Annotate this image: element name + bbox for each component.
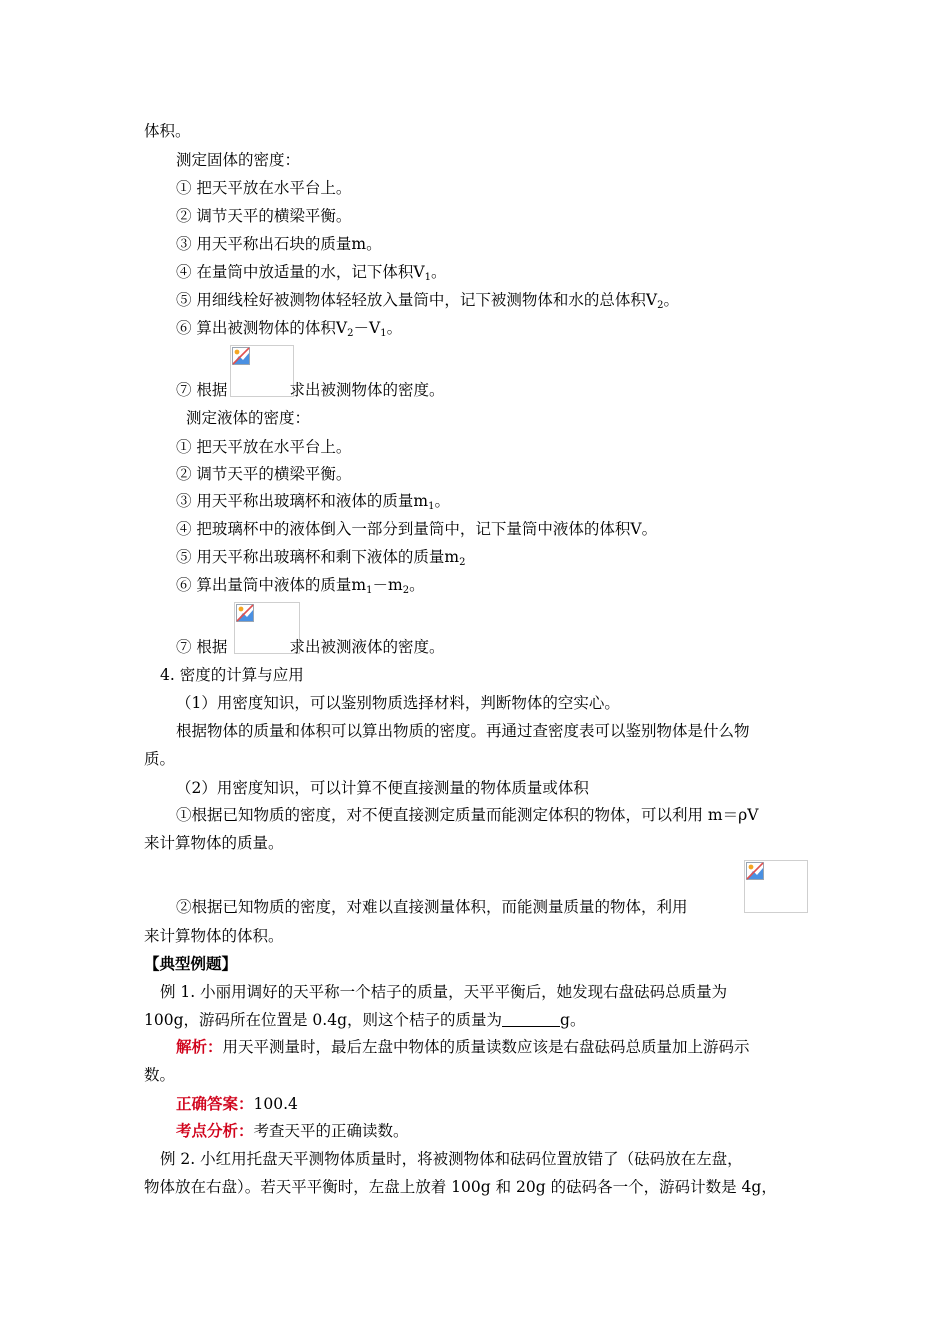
liquid-step-6: ⑥ 算出量筒中液体的质量$m_1-m_2$。 [176, 576, 425, 596]
volume-formula-image [744, 860, 808, 913]
answer-blank [502, 1012, 560, 1027]
liquid-heading: 测定液体的密度： [186, 409, 311, 427]
solid-step-4: ④ 在量筒中放适量的水，记下体积$V_1$。 [176, 263, 447, 283]
section-4-p3: （2）用密度知识，可以计算不便直接测量的物体质量或体积 [176, 779, 589, 797]
section-4-p2b: 质。 [144, 750, 176, 768]
liquid-step-4: ④ 把玻璃杯中的液体倒入一部分到量筒中，记下量筒中液体的体积V。 [176, 520, 658, 538]
liquid-step-2: ② 调节天平的横梁平衡。 [176, 465, 352, 483]
example-1-line-2: 100g，游码所在位置是 0.4g，则这个桔子的质量为 g。 [144, 1011, 586, 1029]
examples-header: 【典型例题】 [144, 954, 238, 973]
example-2-line-1: 例 2. 小红用托盘天平测物体质量时，将被测物体和砝码位置放错了（砝码放在左盘， [160, 1150, 743, 1168]
section-4-p4a: ①根据已知物质的密度，对不便直接测定质量而能测定体积的物体，可以利用 m＝ρV [176, 806, 759, 824]
point-analysis: 考点分析：考查天平的正确读数。 [176, 1121, 409, 1140]
solid-step-5: ⑤ 用细线栓好被测物体轻轻放入量筒中，记下被测物体和水的总体积$V_2$。 [176, 291, 680, 311]
solid-intro-tail: 体积。 [144, 122, 191, 140]
solid-heading: 测定固体的密度： [176, 151, 301, 169]
broken-image-icon [746, 862, 764, 880]
liquid-step-3: ③ 用天平称出玻璃杯和液体的质量$m_1$。 [176, 492, 451, 512]
example-1-line-1: 例 1. 小丽用调好的天平称一个桔子的质量，天平平衡后，她发现右盘砝码总质量为 [160, 983, 728, 1001]
solid-step-6: ⑥ 算出被测物体的体积$V_2-V_1$。 [176, 319, 403, 339]
liquid-step-1: ① 把天平放在水平台上。 [176, 438, 352, 456]
analysis-line-1: 解析：用天平测量时，最后左盘中物体的质量读数应该是右盘砝码总质量加上游码示 [176, 1037, 750, 1056]
section-4-p2a: 根据物体的质量和体积可以算出物质的密度。再通过查密度表可以鉴别物体是什么物 [176, 722, 750, 740]
broken-image-icon [232, 347, 250, 365]
solid-step-1: ① 把天平放在水平台上。 [176, 179, 352, 197]
broken-image-icon [236, 604, 254, 622]
analysis-line-2: 数。 [144, 1066, 176, 1084]
liquid-step-5: ⑤ 用天平称出玻璃杯和剩下液体的质量$m_2$ [176, 548, 466, 568]
liquid-step-7: ⑦ 根据 求出被测液体的密度。 [176, 638, 445, 656]
section-4-p4b: 来计算物体的质量。 [144, 834, 284, 852]
solid-step-7: ⑦ 根据 求出被测物体的密度。 [176, 381, 445, 399]
solid-step-2: ② 调节天平的横梁平衡。 [176, 207, 352, 225]
correct-answer: 正确答案：100.4 [176, 1094, 298, 1113]
section-4-p1: （1）用密度知识，可以鉴别物质选择材料，判断物体的空实心。 [176, 694, 620, 712]
example-2-line-2: 物体放在右盘）。若天平平衡时，左盘上放着 100g 和 20g 的砝码各一个，游码计数是 4g， [144, 1178, 777, 1196]
solid-step-3: ③ 用天平称出石块的质量m。 [176, 235, 382, 253]
section-4-p5a: ②根据已知物质的密度，对难以直接测量体积，而能测量质量的物体，利用 [176, 898, 688, 916]
section-4-title: 4. 密度的计算与应用 [160, 666, 304, 684]
section-4-p5b: 来计算物体的体积。 [144, 927, 284, 945]
